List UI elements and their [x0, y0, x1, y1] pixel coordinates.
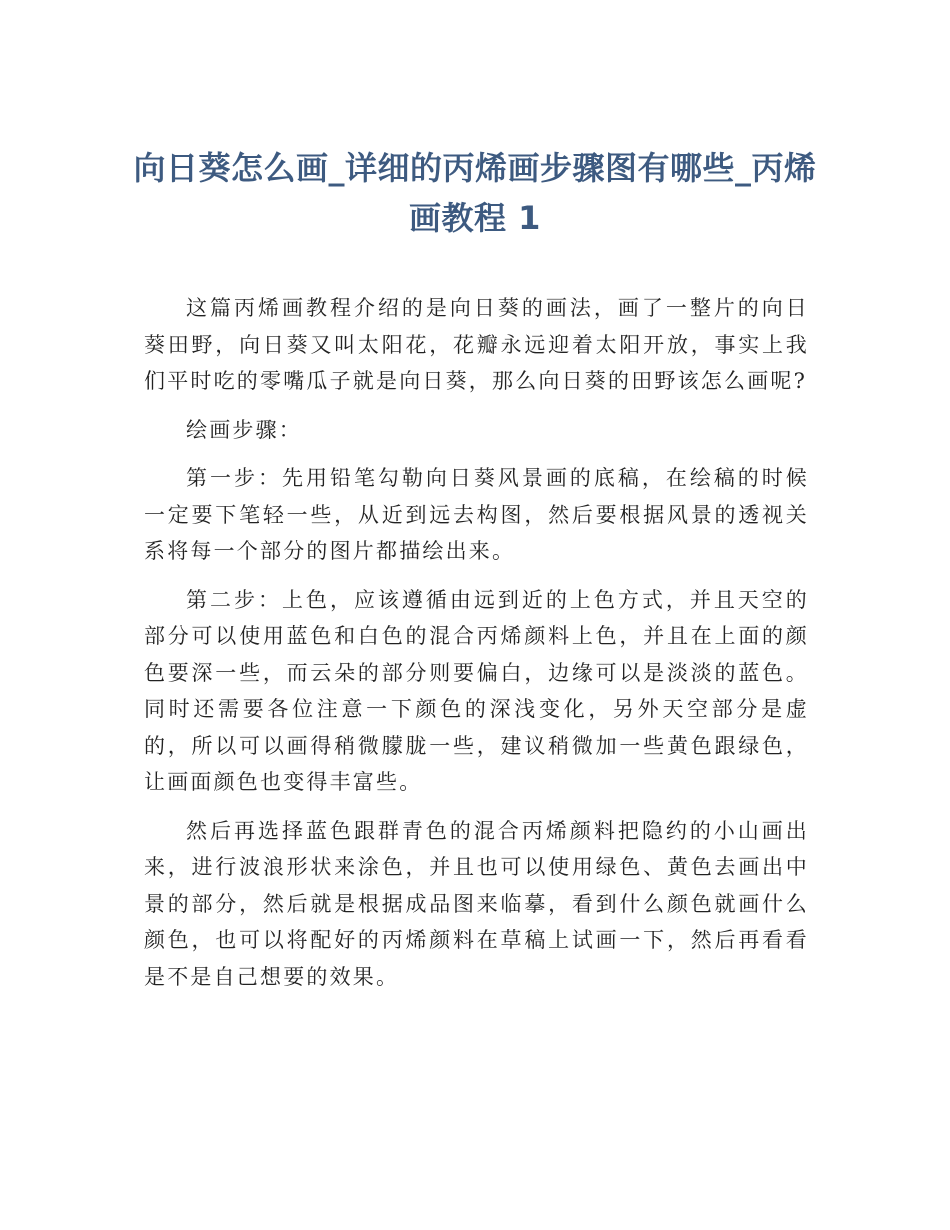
intro-paragraph: 这篇丙烯画教程介绍的是向日葵的画法，画了一整片的向日葵田野，向日葵又叫太阳花，花瓣永远迎着太阳开放，事实上我们平时吃的零嘴瓜子就是向日葵，那么向日葵的田野该怎么画呢? [144, 296, 809, 393]
steps-heading: 绘画步骤： [186, 417, 302, 442]
article-body [144, 290, 809, 1007]
page-title: 向日葵怎么画_详细的丙烯画步骤图有哪些_丙烯画教程 1 [133, 149, 817, 237]
step-one-paragraph: 第一步：先用铅笔勾勒向日葵风景画的底稿，在绘稿的时候一定要下笔轻一些，从近到远去构图，然后要根据风景的透视关系将每一个部分的图片都描绘出来。 [144, 466, 809, 563]
mountains-paragraph: 然后再选择蓝色跟群青色的混合丙烯颜料把隐约的小山画出来，进行波浪形状来涂色，并且也可以使用绿色、黄色去画出中景的部分，然后就是根据成品图来临摹，看到什么颜色就画什么颜色，也可以将配好的丙烯颜料在草稿上试画一下，然后再看看是不是自己想要的效果。 [144, 818, 809, 989]
step-two-paragraph: 第二步：上色，应该遵循由远到近的上色方式，并且天空的部分可以使用蓝色和白色的混合丙烯颜料上色，并且在上面的颜色要深一些，而云朵的部分则要偏白，边缘可以是淡淡的蓝色。同时还需要各位注意一下颜色的深浅变化，另外天空部分是虚的，所以可以画得稍微朦胧一些，建议稍微加一些黄色跟绿色，让画面颜色也变得丰富些。 [144, 587, 809, 794]
